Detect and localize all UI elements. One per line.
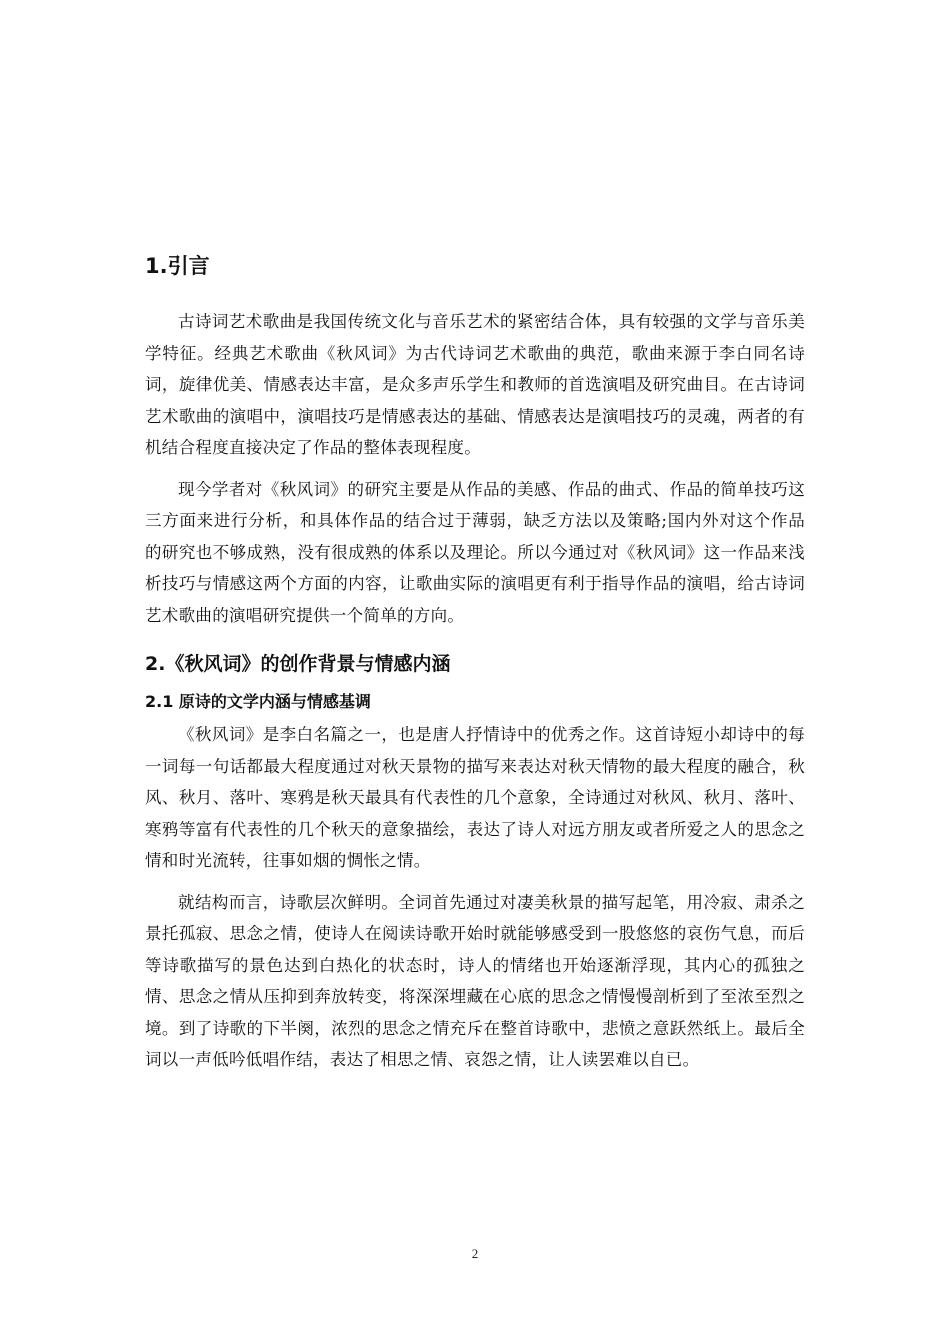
intro-paragraph-2: 现今学者对《秋风词》的研究主要是从作品的美感、作品的曲式、作品的简单技巧这三方面来进行分析，和具体作品的结合过于薄弱，缺乏方法以及策略;国内外对这个作品的研究也不够成熟，没有很成熟的体系以及理论。所以今通过对《秋风词》这一作品来浅析技巧与情感这两个方面的内容，让歌曲实际的演唱更有利于指导作品的演唱，给古诗词艺术歌曲的演唱研究提供一个简单的方向。 [145,479,805,625]
section-heading-introduction: 1.引言 [145,254,210,278]
section-heading-background: 2.《秋风词》的创作背景与情感内涵 [145,653,451,675]
subsection-heading-literary-connotation: 2.1 原诗的文学内涵与情感基调 [145,692,371,711]
section2-1-paragraph-2: 就结构而言，诗歌层次鲜明。全词首先通过对凄美秋景的描写起笔，用冷寂、肃杀之景托孤寂、思念之情，使诗人在阅读诗歌开始时就能够感受到一股悠悠的哀伤气息，而后等诗歌描写的景色达到白热化的状态时，诗人的情绪也开始逐渐浮现，其内心的孤独之情、思念之情从压抑到奔放转变，将深深埋藏在心底的思念之情慢慢剖析到了至浓至烈之境。到了诗歌的下半阕，浓烈的思念之情充斥在整首诗歌中，悲愤之意跃然纸上。最后全词以一声低吟低唱作结，表达了相思之情、哀怨之情，让人读罢难以自已。 [145,892,805,1069]
page-content [145,248,805,1086]
section2-1-paragraph-1: 《秋风词》是李白名篇之一，也是唐人抒情诗中的优秀之作。这首诗短小却诗中的每一词每一句话都最大程度通过对秋天景物的描写来表达对秋天情物的最大程度的融合，秋风、秋月、落叶、寒鸦是秋天最具有代表性的几个意象，全诗通过对秋风、秋月、落叶、寒鸦等富有代表性的几个秋天的意象描绘，表达了诗人对远方朋友或者所爱之人的思念之情和时光流转，往事如烟的惆怅之情。 [145,725,805,870]
intro-paragraph-1: 古诗词艺术歌曲是我国传统文化与音乐艺术的紧密结合体，具有较强的文学与音乐美学特征。经典艺术歌曲《秋风词》为古代诗词艺术歌曲的典范，歌曲来源于李白同名诗词，旋律优美、情感表达丰富，是众多声乐学生和教师的首选演唱及研究曲目。在古诗词艺术歌曲的演唱中，演唱技巧是情感表达的基础、情感表达是演唱技巧的灵魂，两者的有机结合程度直接决定了作品的整体表现程度。 [145,312,805,457]
page-number: 2 [471,1246,479,1261]
